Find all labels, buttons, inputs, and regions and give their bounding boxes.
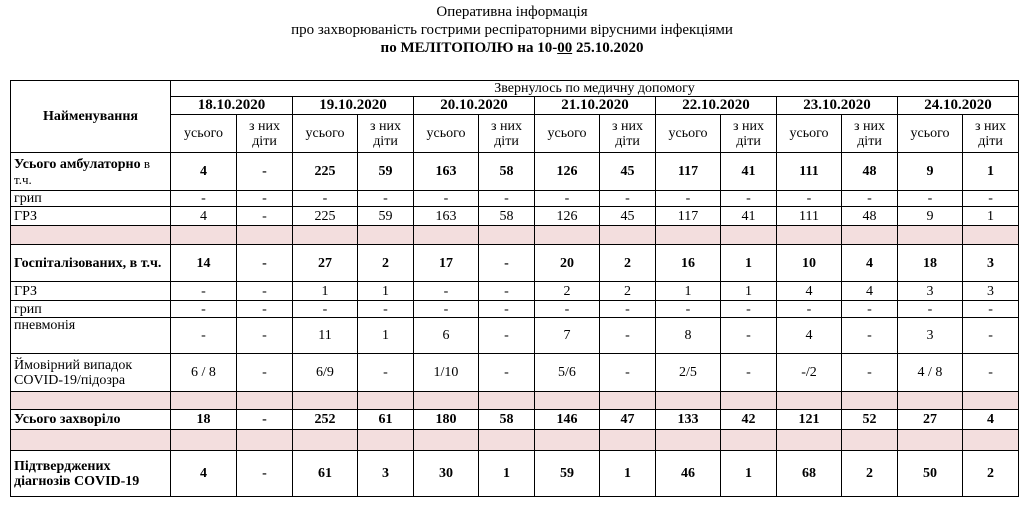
table-cell: 133 (656, 410, 721, 430)
table-cell: - (898, 191, 963, 207)
table-cell: - (358, 301, 414, 318)
table-cell: 2 (358, 245, 414, 282)
table-cell: 4 / 8 (898, 354, 963, 392)
subheader-children-line1: з них (853, 118, 885, 134)
table-cell: - (479, 245, 535, 282)
separator-cell (777, 430, 842, 451)
table-row (11, 153, 1019, 191)
subheader-total: усього (656, 115, 721, 153)
table-cell: 41 (721, 153, 777, 191)
subheader-children-line1: з них (490, 118, 522, 134)
table-cell: 1 (600, 451, 656, 497)
table-cell: 4 (842, 245, 898, 282)
table-cell: - (171, 318, 237, 354)
separator-cell (656, 430, 721, 451)
table-cell: 61 (293, 451, 358, 497)
table-cell: - (237, 191, 293, 207)
separator-cell (898, 226, 963, 245)
table-cell: 30 (414, 451, 479, 497)
table-cell: - (414, 191, 479, 207)
subheader-children-line1: з них (611, 118, 643, 134)
table-cell: 111 (777, 153, 842, 191)
separator-cell (777, 226, 842, 245)
table-cell: 1 (479, 451, 535, 497)
table-cell: - (237, 207, 293, 226)
subheader-total: усього (777, 115, 842, 153)
row-label: Підтверджених діагнозів COVID-19 (11, 451, 171, 497)
table-cell: 1 (963, 207, 1019, 226)
table-cell: 59 (535, 451, 600, 497)
report-title: Оперативна інформація (436, 4, 588, 20)
table-cell: 117 (656, 153, 721, 191)
table-cell: 6 / 8 (171, 354, 237, 392)
table-cell: - (171, 282, 237, 301)
separator-cell (171, 226, 237, 245)
table-cell: - (842, 301, 898, 318)
separator-row (11, 430, 1019, 451)
table-cell: 4 (963, 410, 1019, 430)
table-cell: 20 (535, 245, 600, 282)
table-cell: - (842, 354, 898, 392)
separator-cell (721, 430, 777, 451)
separator-cell (358, 392, 414, 410)
table-cell: 2 (600, 245, 656, 282)
separator-cell (535, 226, 600, 245)
table-cell: - (237, 282, 293, 301)
date-header: 24.10.2020 (898, 97, 1019, 115)
report-subtitle: про захворюваність гострими респіраторними вірусними інфекціями (291, 22, 733, 38)
row-label: ГРЗ (11, 282, 171, 301)
separator-cell (237, 226, 293, 245)
table-cell: - (842, 191, 898, 207)
table-cell: - (414, 282, 479, 301)
table-cell: - (237, 354, 293, 392)
table-cell: 2 (535, 282, 600, 301)
table-row (11, 410, 1019, 430)
table-cell: - (600, 301, 656, 318)
table-cell: - (358, 191, 414, 207)
table-cell: - (479, 354, 535, 392)
table-cell: 58 (479, 153, 535, 191)
report-time: 00 (557, 40, 573, 56)
table-cell: 59 (358, 153, 414, 191)
table-cell: - (237, 410, 293, 430)
table-cell: 6/9 (293, 354, 358, 392)
table-cell: 3 (358, 451, 414, 497)
table-row (11, 207, 1019, 226)
table-cell: 225 (293, 207, 358, 226)
subheader-total: усього (898, 115, 963, 153)
report-header (0, 0, 1024, 57)
table-cell: 68 (777, 451, 842, 497)
table-cell: 18 (171, 410, 237, 430)
table-row (11, 354, 1019, 392)
subheader-children-line1: з них (248, 118, 280, 134)
table-cell: - (721, 191, 777, 207)
table-cell: - (479, 318, 535, 354)
table-cell: 18 (898, 245, 963, 282)
date-header: 18.10.2020 (171, 97, 293, 115)
table-cell: 252 (293, 410, 358, 430)
table-cell: 163 (414, 207, 479, 226)
table-cell: - (171, 191, 237, 207)
separator-cell (600, 392, 656, 410)
table-cell: - (237, 245, 293, 282)
table-cell: - (535, 301, 600, 318)
table-cell: 1/10 (414, 354, 479, 392)
table-cell: - (600, 354, 656, 392)
subheader-total: усього (414, 115, 479, 153)
report-date: 25.10.2020 (572, 40, 644, 56)
table-cell: 8 (656, 318, 721, 354)
separator-cell (842, 226, 898, 245)
table-cell: 50 (898, 451, 963, 497)
table-cell: 5/6 (535, 354, 600, 392)
separator-cell (293, 430, 358, 451)
table-cell: - (963, 301, 1019, 318)
table-cell: - (237, 153, 293, 191)
separator-cell (11, 392, 171, 410)
separator-cell (414, 392, 479, 410)
table-cell: 4 (171, 451, 237, 497)
table-cell: 17 (414, 245, 479, 282)
table-cell: - (963, 354, 1019, 392)
table-cell: 14 (171, 245, 237, 282)
table-cell: 126 (535, 153, 600, 191)
table-cell: - (721, 301, 777, 318)
table-cell: 47 (600, 410, 656, 430)
separator-row (11, 392, 1019, 410)
group-header: Звернулось по медичну допомогу (171, 81, 1019, 97)
table-cell: 3 (963, 245, 1019, 282)
separator-cell (171, 392, 237, 410)
table-row (11, 282, 1019, 301)
table-cell: - (293, 191, 358, 207)
table-row (11, 191, 1019, 207)
row-label: Усього захворіло (11, 410, 171, 430)
separator-row (11, 226, 1019, 245)
separator-cell (293, 392, 358, 410)
table-cell: - (656, 191, 721, 207)
subheader-children (479, 115, 535, 153)
row-label (11, 354, 171, 392)
row-label: ГРЗ (11, 207, 171, 226)
separator-cell (721, 392, 777, 410)
subheader-children-line2: діти (494, 133, 519, 149)
table-cell: 1 (721, 245, 777, 282)
separator-cell (171, 430, 237, 451)
table-cell: 1 (358, 282, 414, 301)
date-header: 20.10.2020 (414, 97, 535, 115)
table-cell: 58 (479, 410, 535, 430)
table-cell: 1 (656, 282, 721, 301)
subheader-total: усього (171, 115, 237, 153)
table-row (11, 451, 1019, 497)
table-cell: 6 (414, 318, 479, 354)
table-cell: 45 (600, 207, 656, 226)
subheader-children (842, 115, 898, 153)
separator-cell (656, 392, 721, 410)
separator-cell (237, 430, 293, 451)
report-city-date (0, 39, 1024, 57)
table-cell: - (721, 318, 777, 354)
table-cell: - (293, 301, 358, 318)
table-cell: - (963, 191, 1019, 207)
separator-cell (600, 226, 656, 245)
table-cell: - (721, 354, 777, 392)
separator-cell (414, 226, 479, 245)
table-cell: 1 (293, 282, 358, 301)
table-cell: 180 (414, 410, 479, 430)
row-label: Госпіталізованих, в т.ч. (11, 245, 171, 282)
table-cell: 58 (479, 207, 535, 226)
subheader-children (358, 115, 414, 153)
separator-cell (600, 430, 656, 451)
table-cell: - (656, 301, 721, 318)
separator-cell (479, 226, 535, 245)
table-cell: - (171, 301, 237, 318)
separator-cell (479, 430, 535, 451)
subheader-total: усього (293, 115, 358, 153)
separator-cell (358, 430, 414, 451)
separator-cell (721, 226, 777, 245)
table-cell: 4 (842, 282, 898, 301)
table-cell: 46 (656, 451, 721, 497)
table-cell: 41 (721, 207, 777, 226)
row-label-line2: COVID-19/підозра (14, 372, 126, 388)
date-header: 23.10.2020 (777, 97, 898, 115)
table-cell: 48 (842, 207, 898, 226)
separator-cell (479, 392, 535, 410)
subheader-children (600, 115, 656, 153)
subheader-children-line2: діти (978, 133, 1003, 149)
table-cell: 3 (963, 282, 1019, 301)
subheader-children-line1: з них (732, 118, 764, 134)
subheader-children (721, 115, 777, 153)
separator-cell (898, 430, 963, 451)
table-cell: - (479, 191, 535, 207)
table-cell: 7 (535, 318, 600, 354)
table-cell: 48 (842, 153, 898, 191)
separator-cell (535, 430, 600, 451)
separator-cell (777, 392, 842, 410)
name-header: Найменування (11, 81, 171, 153)
table-cell: 4 (777, 282, 842, 301)
table-cell: - (237, 451, 293, 497)
table-cell: 2 (842, 451, 898, 497)
table-cell: 4 (777, 318, 842, 354)
subheader-children-line1: з них (369, 118, 401, 134)
table-cell: 2 (600, 282, 656, 301)
table-row (11, 245, 1019, 282)
separator-cell (293, 226, 358, 245)
table-cell: 111 (777, 207, 842, 226)
table-cell: - (600, 191, 656, 207)
table-cell: 3 (898, 318, 963, 354)
table-cell: - (237, 318, 293, 354)
table-cell: - (479, 301, 535, 318)
table-cell: 27 (898, 410, 963, 430)
table-cell: 11 (293, 318, 358, 354)
table-cell: - (898, 301, 963, 318)
table-cell: 4 (171, 153, 237, 191)
row-label: пневмонія (11, 318, 171, 354)
separator-cell (11, 226, 171, 245)
date-header: 22.10.2020 (656, 97, 777, 115)
table-cell: - (777, 191, 842, 207)
table-cell: 1 (721, 451, 777, 497)
row-label (11, 153, 171, 191)
table-cell: 2/5 (656, 354, 721, 392)
table-cell: 163 (414, 153, 479, 191)
table-cell: 1 (358, 318, 414, 354)
subheader-children (963, 115, 1019, 153)
separator-cell (842, 430, 898, 451)
row-label-text: Усього амбулаторно (14, 156, 141, 172)
separator-cell (656, 226, 721, 245)
subheader-children-line1: з них (975, 118, 1007, 134)
table-cell: -/2 (777, 354, 842, 392)
table-cell: 45 (600, 153, 656, 191)
subheader-children-line2: діти (736, 133, 761, 149)
table-cell: 61 (358, 410, 414, 430)
table-cell: 27 (293, 245, 358, 282)
table-row (11, 318, 1019, 354)
table-cell: 121 (777, 410, 842, 430)
table-row (11, 301, 1019, 318)
subheader-children-line2: діти (615, 133, 640, 149)
table-cell: 225 (293, 153, 358, 191)
separator-cell (963, 226, 1019, 245)
report-city: по МЕЛІТОПОЛЮ на 10- (380, 40, 558, 56)
row-label-suffix: в т.ч. (14, 155, 150, 187)
subheader-children (237, 115, 293, 153)
table-cell: 9 (898, 153, 963, 191)
table-cell: - (842, 318, 898, 354)
separator-cell (963, 430, 1019, 451)
table-cell: - (777, 301, 842, 318)
separator-cell (842, 392, 898, 410)
separator-cell (963, 392, 1019, 410)
table-cell: - (535, 191, 600, 207)
separator-cell (11, 430, 171, 451)
table-cell: - (358, 354, 414, 392)
subheader-children-line2: діти (252, 133, 277, 149)
table-cell: - (414, 301, 479, 318)
row-label-line1: Ймовірний випадок (14, 357, 133, 373)
subheader-children-line2: діти (857, 133, 882, 149)
table-cell: 4 (171, 207, 237, 226)
separator-cell (414, 430, 479, 451)
table-cell: 146 (535, 410, 600, 430)
table-cell: - (237, 301, 293, 318)
separator-cell (358, 226, 414, 245)
table-cell: - (963, 318, 1019, 354)
table-cell: 52 (842, 410, 898, 430)
table-cell: - (479, 282, 535, 301)
table-cell: 3 (898, 282, 963, 301)
table-cell: 2 (963, 451, 1019, 497)
table-cell: 10 (777, 245, 842, 282)
table-cell: 1 (963, 153, 1019, 191)
row-label: грип (11, 301, 171, 318)
separator-cell (237, 392, 293, 410)
row-label: грип (11, 191, 171, 207)
date-header: 21.10.2020 (535, 97, 656, 115)
table-cell: 1 (721, 282, 777, 301)
table-cell: 9 (898, 207, 963, 226)
table-cell: - (600, 318, 656, 354)
subheader-children-line2: діти (373, 133, 398, 149)
separator-cell (898, 392, 963, 410)
date-header: 19.10.2020 (293, 97, 414, 115)
table-cell: 42 (721, 410, 777, 430)
separator-cell (535, 392, 600, 410)
table-cell: 59 (358, 207, 414, 226)
table-cell: 16 (656, 245, 721, 282)
table-cell: 117 (656, 207, 721, 226)
table-cell: 126 (535, 207, 600, 226)
morbidity-table (10, 80, 1019, 497)
subheader-total: усього (535, 115, 600, 153)
